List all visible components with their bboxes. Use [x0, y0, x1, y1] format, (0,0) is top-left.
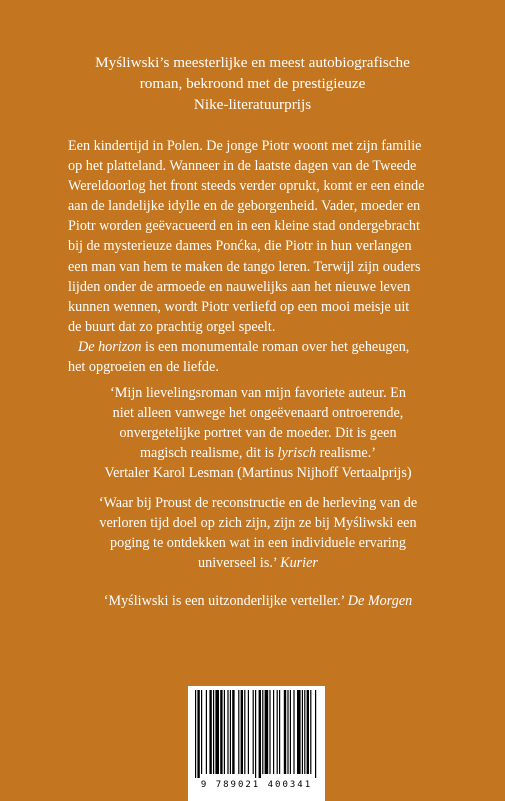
tagline-line: Nike-literatuurprijs: [193, 96, 312, 113]
quote-text: realisme.’: [316, 445, 376, 462]
barcode-icon: [192, 690, 321, 778]
quote-de-morgen: [68, 591, 448, 611]
summary-line: Wereldoorlog het front steeds verder oprukt, komt er een einde: [68, 178, 425, 195]
quote-line: onvergetelijke portret van de moeder. Dit is geen: [119, 425, 397, 442]
summary-line: bij de mysterieuze dames Ponćka, die Piotr in hun verlangen: [68, 238, 412, 255]
summary-line: de buurt dat zo prachtig orgel speelt.: [68, 318, 276, 335]
summary-closing: [68, 337, 448, 357]
quote-line: [68, 591, 448, 611]
quote-text: universeel is.’: [198, 555, 281, 572]
tagline-line: roman, bekroond met de prestigieuze: [139, 75, 366, 92]
quote-text: magisch realisme, dit is: [139, 445, 278, 462]
quote-line: poging te ontdekken wat in een individuele ervaring: [110, 535, 406, 552]
summary-line: Piotr worden geëvacueerd en in een kleine stad ondergebracht: [68, 218, 420, 235]
quote-line: niet alleen vanwege het ongeëvenaard ontroerende,: [112, 405, 404, 422]
quote-line: verloren tijd doel op zich zijn, zijn ze bij Myśliwski een: [99, 515, 417, 532]
quote-line: [68, 443, 448, 463]
summary-line: kunnen wennen, wordt Piotr verliefd op een mooi meisje uit: [68, 298, 410, 315]
book-title: De horizon: [78, 338, 142, 355]
quote-lesman: [68, 383, 448, 483]
summary-line: op het platteland. Wanneer in de laatste dagen van de Tweede: [68, 158, 417, 175]
quote-line: ‘Waar bij Proust de reconstructie en de herleving van de: [98, 495, 418, 511]
isbn-digits: 9 789021 400341: [200, 780, 313, 790]
summary-line: een man van hem te maken de tango leren. Terwijl zijn ouders: [68, 258, 421, 275]
quote-emphasis: lyrisch: [277, 445, 317, 462]
quote-attribution: Vertaler Karol Lesman (Martinus Nijhoff Vertaalprijs): [104, 465, 412, 482]
summary-closing-text: is een monumentale roman over het geheugen,: [141, 338, 410, 355]
summary-closing-line: het opgroeien en de liefde.: [68, 359, 219, 376]
quote-text: ‘Myśliwski is een uitzonderlijke verteller.’: [103, 593, 348, 609]
summary: [68, 136, 448, 377]
quote-source: Kurier: [280, 555, 318, 572]
quote-line: [68, 553, 448, 573]
quote-kurier: [68, 493, 448, 573]
isbn-barcode: [188, 686, 325, 801]
summary-line: Een kindertijd in Polen. De jonge Piotr woont met zijn familie: [68, 138, 422, 154]
tagline-line: Myśliwski’s meesterlijke en meest autobiografische: [95, 54, 410, 71]
summary-line: aan de landelijke idylle en de geborgenheid. Vader, moeder en: [68, 198, 421, 215]
summary-line: lijden onder de armoede en nauwelijks aan het nieuwe leven: [68, 278, 411, 295]
quote-source: De Morgen: [347, 593, 413, 609]
quote-line: ‘Mijn lievelingsroman van mijn favoriete auteur. En: [110, 385, 406, 401]
tagline: [40, 52, 465, 115]
